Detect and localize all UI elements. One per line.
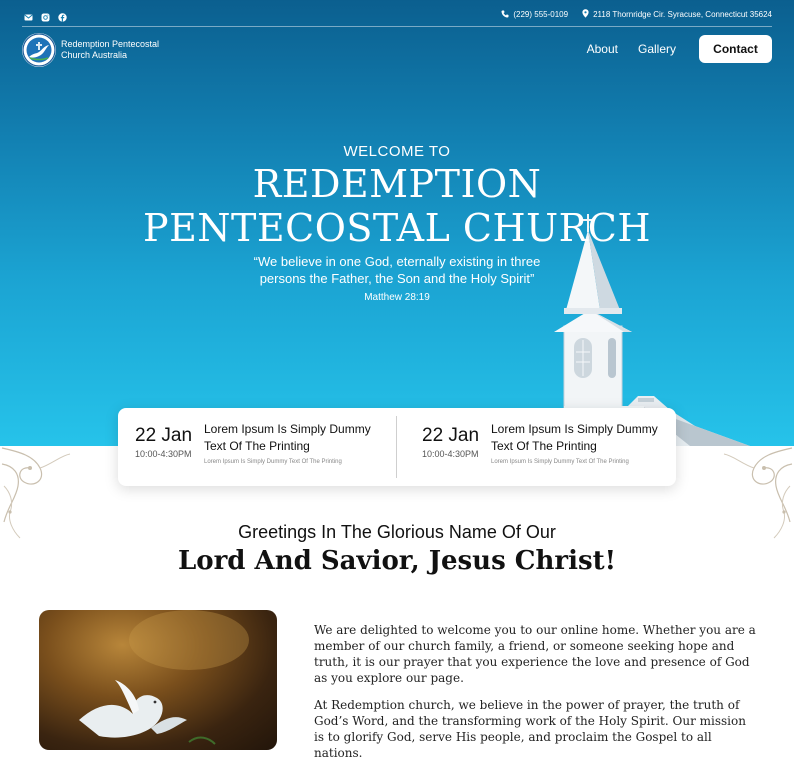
- address-text: 2118 Thornridge Cir. Syracuse, Connecticut 35624: [593, 10, 772, 19]
- hero-title: [0, 162, 794, 250]
- brand-line1: Redemption Pentecostal: [61, 39, 160, 49]
- contact-info: [501, 9, 772, 20]
- greeting-subtitle: Greetings In The Glorious Name Of Our: [238, 522, 556, 542]
- phone-icon: [501, 10, 509, 20]
- hero-title-line1: REDEMPTION: [252, 162, 542, 206]
- contact-button[interactable]: Contact: [699, 35, 772, 63]
- phone-item[interactable]: [501, 10, 568, 20]
- instagram-icon[interactable]: [41, 9, 50, 18]
- event-title: Lorem Ipsum Is Simply Dummy Text Of The Printing: [204, 422, 371, 453]
- top-bar: [22, 0, 772, 27]
- event-time: 10:00-4:30PM: [422, 449, 479, 459]
- brand-line2: Church Australia: [61, 50, 128, 60]
- event-date: 22 Jan: [135, 425, 193, 446]
- event-description: Lorem Ipsum Is Simply Dummy Text Of The Printing: [491, 459, 629, 465]
- about-paragraph-2: At Redemption church, we believe in the power of prayer, the truth of God’s Word, and the transforming work of the Holy Spirit. Our mission is to glorify God, serve His people, and proclaim the Gospel to all nations.: [314, 698, 746, 760]
- brand-name[interactable]: [61, 39, 171, 61]
- facebook-icon[interactable]: [58, 9, 67, 18]
- hero-title-line2: PENTECOSTAL CHURCH: [143, 206, 651, 250]
- greeting-title: Lord And Savior, Jesus Christ!: [177, 546, 617, 576]
- welcome-text: WELCOME TO: [343, 143, 451, 160]
- main-nav: [22, 30, 772, 70]
- event-title: Lorem Ipsum Is Simply Dummy Text Of The Printing: [491, 422, 658, 453]
- church-logo[interactable]: [22, 33, 56, 67]
- event-divider: [396, 416, 397, 478]
- location-pin-icon: [582, 9, 589, 20]
- hero-quote: “We believe in one God, eternally existing in three persons the Father, the Son and the Holy Spirit”: [253, 254, 541, 286]
- event-item[interactable]: [118, 408, 388, 486]
- event-item[interactable]: [405, 408, 675, 486]
- email-icon[interactable]: [24, 9, 33, 18]
- phone-number: (229) 555-0109: [513, 10, 569, 19]
- event-date: 22 Jan: [422, 425, 480, 446]
- social-links: [24, 9, 67, 18]
- nav-link-gallery[interactable]: Gallery: [637, 42, 676, 56]
- event-description: Lorem Ipsum Is Simply Dummy Text Of The Printing: [204, 459, 342, 465]
- dove-photo: [39, 610, 277, 750]
- events-card: [118, 408, 676, 486]
- nav-links: [587, 35, 772, 63]
- address-item[interactable]: [582, 9, 772, 20]
- about-paragraph-1: We are delighted to welcome you to our online home. Whether you are a member of our church family, a friend, or someone seeking hope and truth, it is our prayer that you experience the love and presence of God as you explore our page.: [314, 623, 756, 685]
- hero-verse: Matthew 28:19: [364, 292, 430, 303]
- event-time: 10:00-4:30PM: [135, 449, 192, 459]
- nav-link-about[interactable]: About: [586, 42, 618, 56]
